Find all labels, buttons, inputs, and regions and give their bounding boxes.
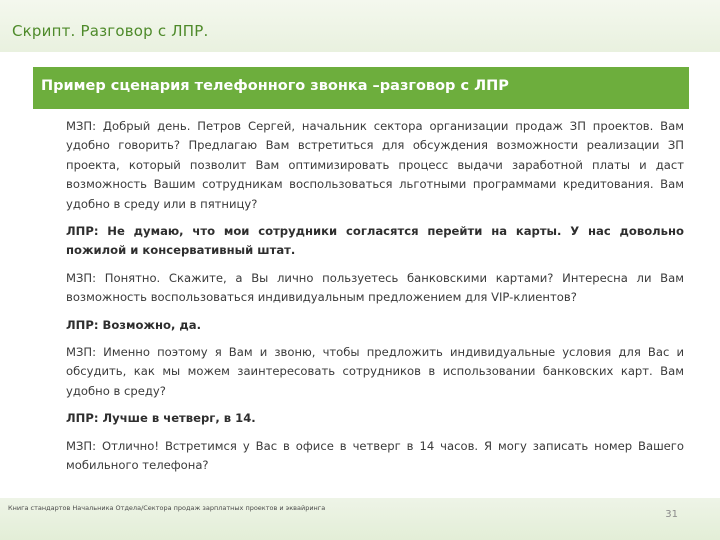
dialogue-line-0: МЗП: Добрый день. Петров Сергей, начальник сектора организации продаж ЗП проектов. Вам удобно говорить? Предлагаю Вам встретиться для обсуждения возможности реализации ЗП проекта, который позволит Вам оптимизировать процесс выдачи заработной платы и даст возможность Вашим сотрудникам воспользоваться льготными программами кредитования. Вам удобно в среду или в пятницу? xyxy=(66,119,684,211)
dialogue-script xyxy=(66,117,684,484)
section-header-title: Пример сценария телефонного звонка –разговор с ЛПР xyxy=(41,78,509,94)
dialogue-line-6: МЗП: Отлично! Встретимся у Вас в офисе в четверг в 14 часов. Я могу записать номер Вашего мобильного телефона? xyxy=(66,438,684,473)
dialogue-line-2: МЗП: Понятно. Скажите, а Вы лично пользуетесь банковскими картами? Интересна ли Вам возможность воспользоваться индивидуальным предложением для VIP-клиентов? xyxy=(66,270,684,305)
top-band xyxy=(0,0,720,52)
footer-note: Книга стандартов Начальника Отдела/Сектора продаж зарплатных проектов и эквайринга xyxy=(8,504,326,512)
section-header-bar xyxy=(33,67,689,109)
dialogue-line-3: ЛПР: Возможно, да. xyxy=(66,317,202,332)
slide-title: Скрипт. Разговор с ЛПР. xyxy=(12,22,209,40)
dialogue-line-4: МЗП: Именно поэтому я Вам и звоню, чтобы предложить индивидуальные условия для Вас и обсудить, как мы можем заинтересовать сотрудников в использовании банковских карт. Вам удобно в среду? xyxy=(66,345,684,398)
footer-band xyxy=(0,498,720,540)
dialogue-line-5: ЛПР: Лучше в четверг, в 14. xyxy=(66,411,256,426)
dialogue-line-1: ЛПР: Не думаю, что мои сотрудники согласятся перейти на карты. У нас довольно пожилой и консервативный штат. xyxy=(66,224,684,258)
page-number: 31 xyxy=(665,509,678,520)
